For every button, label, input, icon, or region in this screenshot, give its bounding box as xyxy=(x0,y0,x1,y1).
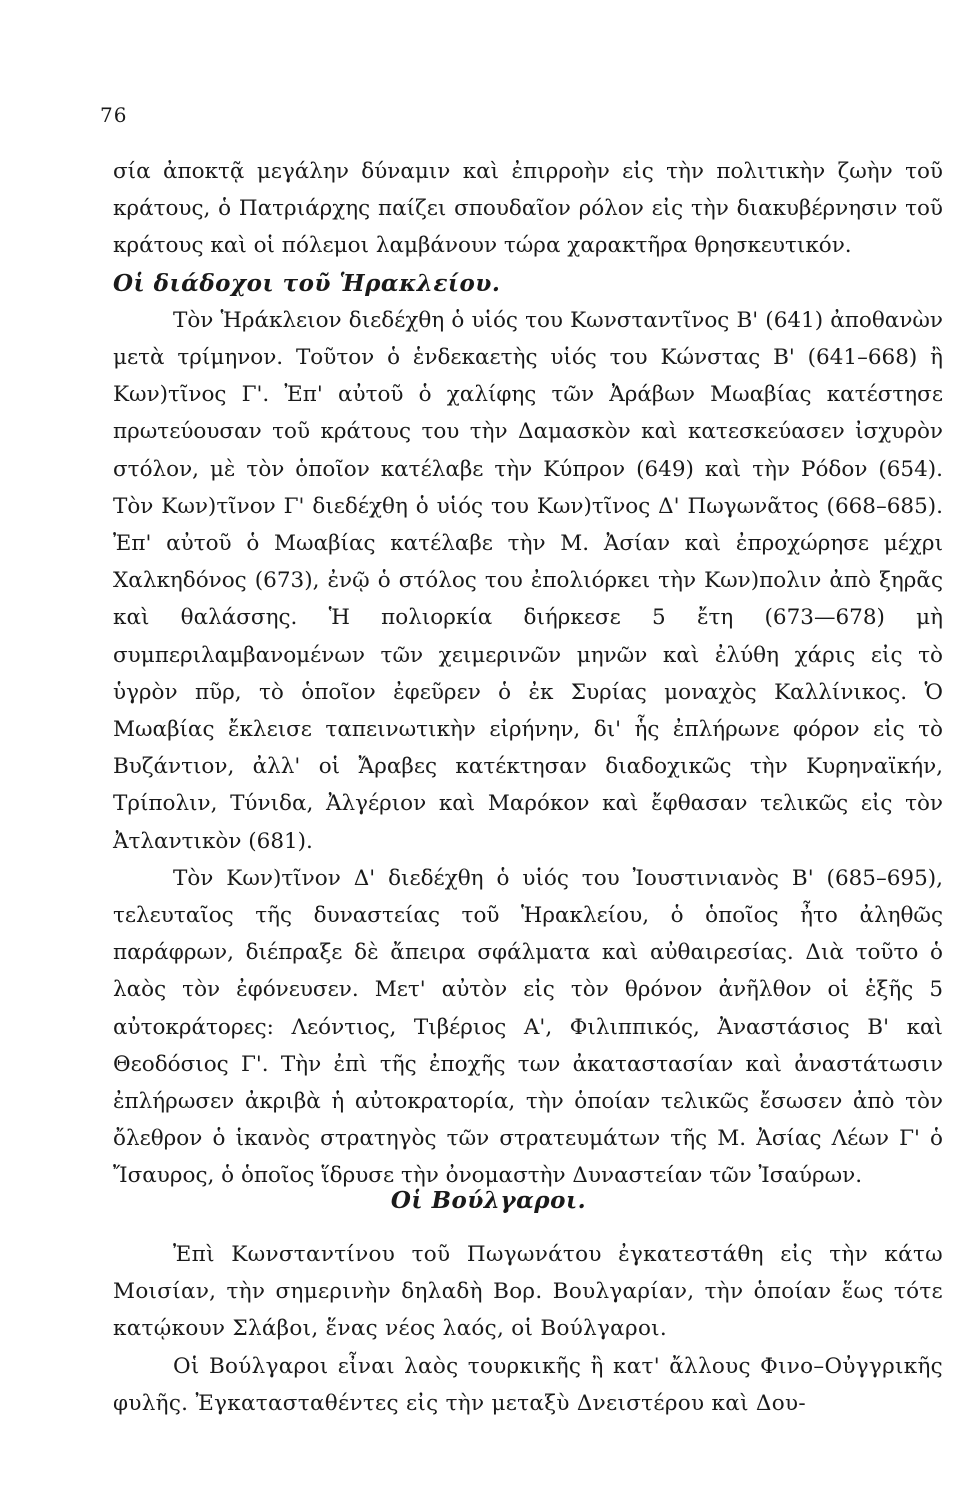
section-heading: Οἱ Βούλγαροι. xyxy=(390,1187,587,1214)
paragraph: Τὸν Ἡράκλειον διεδέχθη ὁ υἱός του Κωνσταντῖνος Β' (641) ἀποθανὼν μετὰ τρίμηνον. Τοῦτον ὁ ἑνδεκαετὴς υἱός του Κώνστας Β' (641–668) ἢ Κων)τῖνος Γ'. Ἐπ' αὐτοῦ ὁ χαλίφης τῶν Ἀράβων Μωαβίας κατέστησε πρωτεύουσαν τοῦ κράτους του τὴν Δαμασκὸν καὶ κατεσκεύασεν ἰσχυρὸν στόλον, μὲ τὸν ὁποῖον κατέλαβε τὴν Κύπρον (649) καὶ τὴν Ρόδον (654). Τὸν Κων)τῖνον Γ' διεδέχθη ὁ υἱός του Κων)τῖνος Δ' Πωγωνᾶτος (668–685). Ἐπ' αὐτοῦ ὁ Μωαβίας κατέλαβε τὴν Μ. Ἀσίαν καὶ ἐπροχώρησε μέχρι Χαλκηδόνος (673), ἐνῷ ὁ στόλος του ἐπολιόρκει τὴν Κων)πολιν ἀπὸ ξηρᾶς καὶ θαλάσσης. Ἡ πολιορκία διήρκεσε 5 ἔτη (673—678) μὴ συμπεριλαμβανομένων τῶν χειμερινῶν μηνῶν καὶ ἐλύθη χάρις εἰς τὸ ὑγρὸν πῦρ, τὸ ὁποῖον ἐφεῦρεν ὁ ἐκ Συρίας μοναχὸς Καλλίνικος. Ὁ Μωαβίας ἔκλεισε ταπεινωτικὴν εἰρήνην, δι' ἧς ἐπλήρωνε φόρον εἰς τὸ Βυζάντιον, ἀλλ' οἱ Ἄραβες κατέκτησαν διαδοχικῶς τὴν Κυρηναϊκήν, Τρίπολιν, Τύνιδα, Ἀλγέριον καὶ Μαρόκον καὶ ἔφθασαν τελικῶς εἰς τὸν Ἀτλαντικὸν (681). xyxy=(113,307,943,854)
paragraph: Ἐπὶ Κωνσταντίνου τοῦ Πωγωνάτου ἐγκατεστάθη εἰς τὴν κάτω Μοισίαν, τὴν σημερινὴν δηλαδὴ Βορ. Βουλγαρίαν, τὴν ὁποίαν ἕως τότε κατῴκουν Σλάβοι, ἕνας νέος λαός, οἱ Βούλγαροι. xyxy=(113,1242,943,1342)
page-number: 76 xyxy=(100,103,128,127)
paragraph: Τὸν Κων)τῖνον Δ' διεδέχθη ὁ υἱός του Ἰουστινιανὸς Β' (685–695), τελευταῖος τῆς δυναστείας τοῦ Ἡρακλείου, ὁ ὁποῖος ἦτο ἀληθῶς παράφρων, διέπραξε δὲ ἄπειρα σφάλματα καὶ αὐθαιρεσίας. Διὰ τοῦτο ὁ λαὸς τὸν ἐφόνευσεν. Μετ' αὐτὸν εἰς τὸν θρόνον ἀνῆλθον οἱ ἑξῆς 5 αὐτοκράτορες: Λεόντιος, Τιβέριος Α', Φιλιππικός, Ἀναστάσιος Β' καὶ Θεοδόσιος Γ'. Τὴν ἐπὶ τῆς ἐποχῆς των ἀκαταστασίαν καὶ ἀναστάτωσιν ἐπλήρωσεν ἀκριβὰ ἡ αὐτοκρατορία, τὴν ὁποίαν τελικῶς ἔσωσεν ἀπὸ τὸν ὄλεθρον ὁ ἱκανὸς στρατηγὸς τῶν στρατευμάτων τῆς Μ. Ἀσίας Λέων Γ' ὁ Ἴσαυρος, ὁ ὁποῖος ἵδρυσε τὴν ὀνομαστὴν Δυναστείαν τῶν Ἰσαύρων. xyxy=(113,865,943,1189)
paragraph: Οἱ Βούλγαροι εἶναι λαὸς τουρκικῆς ἢ κατ' ἄλλους Φινο–Οὐγγρικῆς φυλῆς. Ἐγκατασταθέντες εἰς τὴν μεταξὺ Δνειστέρου καὶ Δου- xyxy=(113,1353,943,1416)
paragraph: σία ἀποκτᾷ μεγάλην δύναμιν καὶ ἐπιρροὴν εἰς τὴν πολιτικὴν ζωὴν τοῦ κράτους, ὁ Πατριάρχης παίζει σπουδαῖον ρόλον εἰς τὴν διακυβέρνησιν τοῦ κράτους καὶ οἱ πόλεμοι λαμβάνουν τώρα χαρακτῆρα θρησκευτικόν. xyxy=(113,159,943,259)
main-text-block xyxy=(113,153,943,1195)
second-text-block xyxy=(113,1236,943,1422)
section-heading: Οἱ διάδοχοι τοῦ Ἡρακλείου. xyxy=(113,269,501,297)
